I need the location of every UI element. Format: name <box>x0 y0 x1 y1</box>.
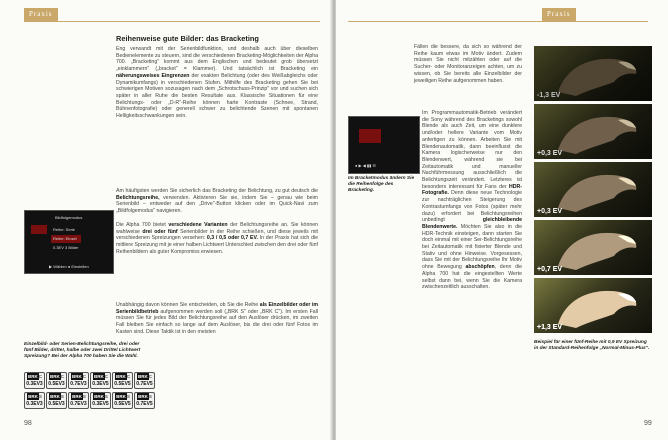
brk-tag: BRK <box>116 374 126 379</box>
selected-mode-highlight <box>31 225 47 234</box>
ev-label: +0,3 EV <box>537 208 563 215</box>
brk-value: 0.7EV5 <box>136 401 153 407</box>
text: Eng verwandt mit der Serienbildfunktion, und deshalb auch über dieselben Bedienelemente zu steuern, sind die verschiedenen Bracketing-Möglichkeiten der Alpha 700. „Bracketing" kommt aus dem Englischen und bedeutet grob übersetzt „einklammern" („bracket" = Klammer). Und tatsächlich ist Bracketing ein <box>116 46 318 73</box>
page-header: Praxis <box>24 8 58 21</box>
brk-tag: BRK <box>72 374 82 379</box>
text-bold: als Einzelbilder oder im Serienbildbetrieb <box>116 302 318 315</box>
brk-s-icon <box>46 392 67 409</box>
text: Serienbilder in der Reihe schießen, und diese jeweils mit verschiedenen Spreizungen versehen: <box>116 228 318 242</box>
brk-value: 0.5EV5 <box>114 401 131 407</box>
brk-mode: S <box>148 394 152 399</box>
brk-value: 0.5EV3 <box>48 401 65 407</box>
brk-value: 0.5EV5 <box>114 381 131 387</box>
brk-mode: C <box>60 374 64 379</box>
text-bold: HDR-Fotografie. <box>422 183 522 197</box>
brk-tag: BRK <box>116 394 126 399</box>
ev-label: -1,3 EV <box>537 92 561 99</box>
brk-mode: C <box>38 374 42 379</box>
text: Die Alpha 700 bietet <box>116 222 169 228</box>
section-title: Reihenweise gute Bilder: das Bracketing <box>116 34 259 43</box>
bracket-photo <box>534 278 652 333</box>
screenshot-caption: Einzelbild- oder Serien-Belichtungsreihe, drei oder fünf Bilder, dritte!, halbe oder zwei Drittel Lichtwert Spreizung? Bei der Alpha 700 haben Sie die Wahl. <box>24 342 141 359</box>
ev-label: +0,3 EV <box>537 150 563 157</box>
text: Im Programmautomatik-Betrieb verändert die Sony während des Bracketings sowohl Blende als auch Zeit, um eine dunklere und/oder hellere Variante vom Motiv anfertigen zu können. Arbeiten Sie mit Blendenautomatik, dann beeinflusst die Kamera logischerweise nur den Blendenwert, während sie bei Zeitautomatik und manueller Nachführmessung ausschließlich die Belichtungszeit verändert. Letzteres ist besonders interessant für Fans der <box>422 110 522 190</box>
brk-tag: BRK <box>94 394 104 399</box>
paragraph-varianten <box>116 222 318 256</box>
screen-icon: ● ▶ ◀ ▮▮ ☰ <box>355 163 377 168</box>
brk-tag: BRK <box>50 394 60 399</box>
text-bold: näherungsweises Eingrenzen <box>116 72 190 79</box>
brk-mode: S <box>60 394 64 399</box>
page-header: Praxis <box>542 8 576 21</box>
brk-value: 0.7EV3 <box>70 401 87 407</box>
text: In der Praxis hat sich die mittlere Spreizung mit je einer halben Lichtwert Unterschied zwischen den drei oder fünf Reihenbildern als guter Kompromiss erwiesen. <box>116 235 318 255</box>
brk-s-icon <box>90 392 111 409</box>
brk-mode: S <box>82 394 86 399</box>
brk-tag: BRK <box>72 394 82 399</box>
paragraph-belichtungsreihe <box>116 188 318 215</box>
brk-c-icon <box>134 372 155 389</box>
brk-c-icon <box>24 372 45 389</box>
brk-mode: C <box>82 374 86 379</box>
brk-value: 0.3EV5 <box>92 381 109 387</box>
screen-highlight <box>359 129 381 143</box>
brk-s-icon <box>112 392 133 409</box>
left-page <box>0 0 332 440</box>
paragraph-continued: Fällen die bessere, da sich so während der Reihe kaum etwas im Motiv ändert. Zudem müssen Sie nicht mitzählen oder auf die Sucher- oder Monitoranzeigen achten, um zu wissen, ob Sie bereits alle Einzelbilder der jeweiligen Reihe aufgenommen haben. <box>414 44 522 84</box>
brk-mode: C <box>148 374 152 379</box>
brk-tag: BRK <box>28 394 38 399</box>
right-page <box>336 0 668 440</box>
brk-c-icon <box>68 372 89 389</box>
text-bold: 0,3 / 0,5 oder 0,7 EV. <box>206 235 258 242</box>
brk-mode: S <box>104 394 108 399</box>
bracket-photo <box>534 162 652 217</box>
menu-option: 0.3EV 3 Bilder <box>53 245 79 250</box>
brk-value: 0.7EV5 <box>136 381 153 387</box>
header-rule <box>348 21 648 22</box>
brk-value: 0.3EV3 <box>26 401 43 407</box>
ev-label: +1,3 EV <box>537 324 563 331</box>
menu-title: Bildfolgemodus <box>55 215 83 220</box>
paragraph-einzelbild <box>116 302 318 336</box>
brk-s-icon <box>134 392 155 409</box>
brk-mode: S <box>126 394 130 399</box>
photo-series-caption: Beispiel für einer fünf-Reihe mit 0,9 EV Spreizung in der Standard-Reihenfolge „Normal-Minus-Plus". <box>534 340 650 351</box>
text-bold: Belichtungsreihe, <box>116 194 160 201</box>
bracket-screen-screenshot <box>348 116 420 174</box>
text: verwenden. Aktivieren Sie sie, indem Sie – genau wie beim Serienbild – entweder auf den „Drive"-Button klicken oder im Quick-Navi zum „Bildfolgemodus" navigieren. <box>116 194 318 215</box>
brk-mode: C <box>126 374 130 379</box>
brk-value: 0.3EV3 <box>26 381 43 387</box>
brk-s-icon <box>24 392 45 409</box>
menu-option: Reihe: Serie <box>53 227 76 232</box>
text: Denn diese neue Technologie zur nachträglichen Steigerung des Kontrastumfangs von Fotos (später mehr dazu) erfordert bei Belichtungsreihen unbedingt <box>422 190 522 224</box>
page-number: 98 <box>24 420 32 427</box>
menu-footer: ▶ Wählen ● Einstellen <box>49 264 89 269</box>
text: aufgenommen werden soll („BRK S" oder „BRK C"). Im ersten Fall müssen Sie für jedes Bild der Belichtungsreihe auf den Auslöser drücken, im zweiten Fall bleiben Sie einfach so lange auf dem Auslöser, bis die drei oder fünf Fotos im Kasten sind. Diese Taktik ist in den meisten <box>116 308 318 335</box>
text: , denn die Alpha 700 hat die eingestellten Werte selbst dann bei, wenn Sie die Kamera zwischenzeitlich ausschalten. <box>422 264 522 291</box>
brk-mode: C <box>104 374 108 379</box>
brk-s-icon <box>68 392 89 409</box>
brk-tag: BRK <box>28 374 38 379</box>
paragraph-intro <box>116 46 318 120</box>
page-number: 99 <box>644 420 652 427</box>
bracket-photo <box>534 104 652 159</box>
brk-value: 0.7EV3 <box>70 381 87 387</box>
brk-c-icon <box>112 372 133 389</box>
header-rule <box>24 21 320 22</box>
text: Am häufigsten werden Sie sicherlich das Bracketing der Belichtung, zu gut deutsch die <box>116 188 318 194</box>
brk-tag: BRK <box>138 394 148 399</box>
text-bold: abschöpfen <box>465 264 495 271</box>
text: Unabhängig davon können Sie entscheiden, ob Sie die Reihe <box>116 302 260 308</box>
brk-tag: BRK <box>138 374 148 379</box>
text: der Belichtungsreihe an. Sie können wahlweise <box>116 222 318 235</box>
brk-tag: BRK <box>50 374 60 379</box>
text-bold: gleichbleibende Blendenwerte. <box>422 217 522 230</box>
menu-option: Reihe: Einzel <box>53 236 77 241</box>
text: der exakten Belichtung (oder des Weißabgleichs oder Dynamikumfangs) in verschiedenen Stufen. Mithilfe des Bracketing gehen Sie bei schwierigen Motiven sozusagen nach dem „Schrotschuss-Prinzip" vor und suchen sich später in aller Ruhe die besten Resultate aus. Klassische Situationen für eine Belichtungs- oder „D-R"-Reihe können harte Kontraste (Schnee, Strand, Bühnenfotografie) oder generell schwer zu belichtende Szenen mit spontanen Helligkeitsschwankungen sein. <box>116 72 319 120</box>
brk-tag: BRK <box>94 374 104 379</box>
bracket-screen-caption: Im Bracketmodus ändern Sie die Reihenfolge des Bracketing. <box>348 176 415 193</box>
brk-c-icon <box>90 372 111 389</box>
paragraph-programmautomatik <box>422 110 522 291</box>
camera-menu-screenshot <box>24 210 114 274</box>
eagle-image <box>548 52 640 98</box>
text-bold: verschiedene Varianten <box>168 222 228 228</box>
brk-value: 0.5EV3 <box>48 381 65 387</box>
brk-value: 0.3EV5 <box>92 401 109 407</box>
brk-c-icon <box>46 372 67 389</box>
bracket-photo <box>534 220 652 275</box>
ev-label: +0,7 EV <box>537 266 563 273</box>
text: Möchten Sie also in die HDR-Technik einsteigen, dann starten Sie doch einmal mit einer Ser-Belichtungsreihe bei Zeitautomatik mit fixierter Blende und Stativ und ohne Hinweise. Vorgesessen, dass Sie mit der Belichtungsreihe Ihr Motiv ohne Bewegung <box>422 223 522 271</box>
brk-mode: S <box>38 394 42 399</box>
text-bold: drei oder fünf <box>142 228 178 235</box>
bracket-photo <box>534 46 652 101</box>
